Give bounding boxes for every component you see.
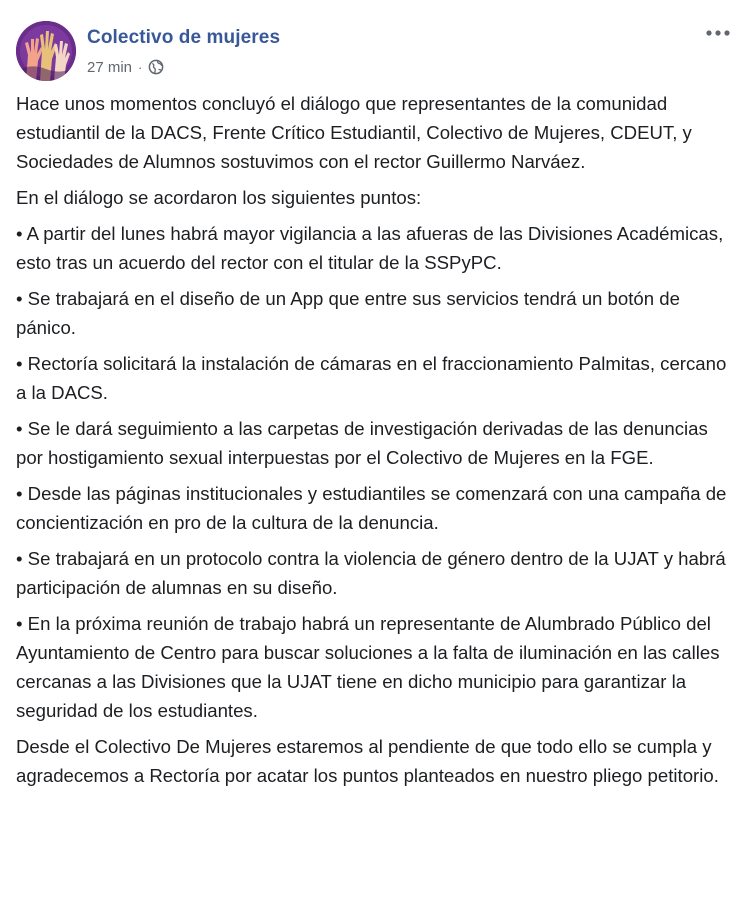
raised-hands-avatar-icon <box>16 21 76 81</box>
post-bullet-item: • Desde las páginas institucionales y estudiantiles se comenzará con una campaña de concientización en pro de la cultura de la denuncia. <box>16 483 727 533</box>
post-meta <box>87 57 164 77</box>
post-bullet-item: • En la próxima reunión de trabajo habrá un representante de Alumbrado Público del Ayuntamiento de Centro para buscar soluciones a la falta de iluminación en las calles cercanas a las Divisiones que la UJAT tiene en dicho municipio para garantizar la seguridad de los estudiantes. <box>16 613 720 721</box>
post-paragraph: En el diálogo se acordaron los siguientes puntos: <box>16 187 422 208</box>
post-bullet-item: • Se trabajará en el diseño de un App que entre sus servicios tendrá un botón de pánico. <box>16 288 680 338</box>
more-options-icon[interactable] <box>704 25 734 41</box>
page-avatar[interactable] <box>16 21 76 81</box>
post-bullet-item: • Se trabajará en un protocolo contra la violencia de género dentro de la UJAT y habrá participación de alumnas en su diseño. <box>16 548 726 598</box>
globe-icon[interactable] <box>148 59 164 75</box>
page-name-link[interactable]: Colectivo de mujeres <box>87 27 281 48</box>
post-bullet-item: • Se le dará seguimiento a las carpetas de investigación derivadas de las denuncias por hostigamiento sexual interpuestas por el Colectivo de Mujeres en la FGE. <box>16 418 708 468</box>
post-timestamp[interactable]: 27 min <box>87 58 133 76</box>
post-header <box>16 21 734 83</box>
post-bullet-item: • Rectoría solicitará la instalación de cámaras en el fraccionamiento Palmitas, cercano a la DACS. <box>16 353 727 403</box>
post-paragraph: Desde el Colectivo De Mujeres estaremos al pendiente de que todo ello se cumpla y agradecemos a Rectoría por acatar los puntos planteados en nuestro pliego petitorio. <box>16 736 719 786</box>
meta-separator: · <box>138 59 143 75</box>
post-paragraph: Hace unos momentos concluyó el diálogo que representantes de la comunidad estudiantil de la DACS, Frente Crítico Estudiantil, Colectivo de Mujeres, CDEUT, y Sociedades de Alumnos sostuvimos con el rector Guillermo Narváez. <box>16 93 692 172</box>
post-text <box>16 89 736 797</box>
post-bullet-item: • A partir del lunes habrá mayor vigilancia a las afueras de las Divisiones Académicas, esto tras un acuerdo del rector con el titular de la SSPyPC. <box>16 223 724 273</box>
